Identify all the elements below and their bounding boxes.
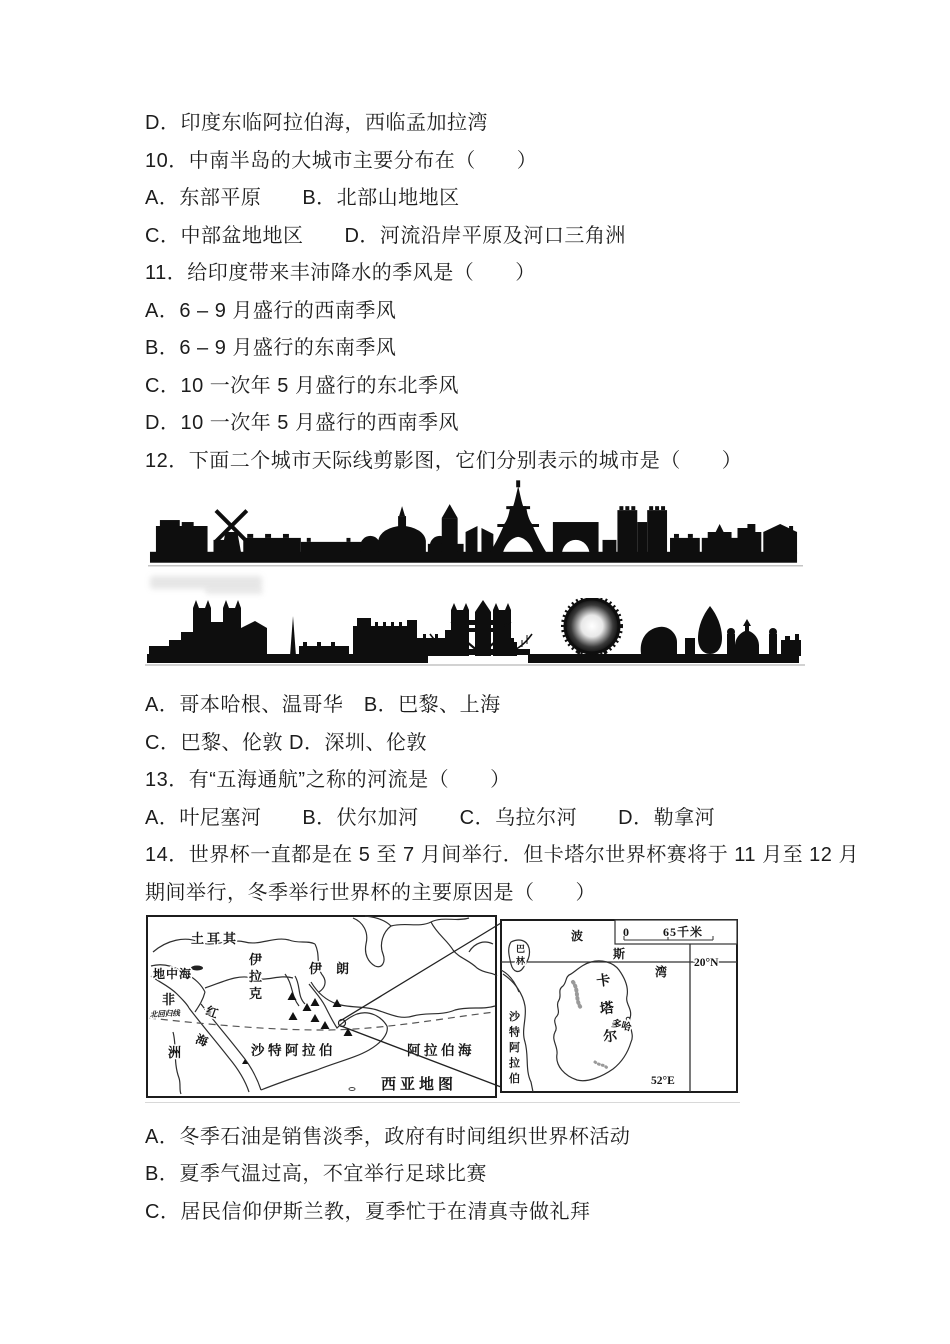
london-skyline-figure bbox=[145, 598, 805, 668]
westminster-palace bbox=[353, 618, 417, 656]
options-q10-ab: A．东部平原 B．北部山地地区 bbox=[145, 187, 460, 209]
question-14-stem-line1: 14．世界杯一直都是在 5 至 7 月间举行．但卡塔尔世界杯赛将于 11 月至 12 月 bbox=[145, 844, 859, 866]
inset-leader-lines bbox=[340, 923, 501, 1087]
scale-zero: 0 bbox=[623, 925, 629, 939]
label-saudi-arabia-inset: 沙特阿拉伯 bbox=[509, 1011, 520, 1085]
paris-skyline-figure bbox=[148, 480, 803, 572]
pointed-tower bbox=[442, 504, 458, 554]
label-arabian-sea: 阿拉伯海 bbox=[407, 1043, 475, 1058]
city-hall bbox=[641, 627, 677, 654]
options-q12-ab: A．哥本哈根、温哥华 B．巴黎、上海 bbox=[145, 694, 501, 716]
label-qatar: 卡塔尔 bbox=[595, 973, 619, 1046]
label-gulf-bo: 波 bbox=[571, 929, 584, 943]
options-q12-cd: C．巴黎、伦敦 D．深圳、伦敦 bbox=[145, 731, 427, 754]
label-52e: 52°E bbox=[651, 1075, 675, 1087]
question-12-stem: 12．下面二个城市天际线剪影图，它们分别表示的城市是（ ） bbox=[145, 449, 743, 472]
dome-icon bbox=[378, 506, 426, 554]
label-20n: 20°N bbox=[694, 957, 719, 969]
question-13-stem: 13．有“五海通航”之称的河流是（ ） bbox=[145, 769, 511, 791]
scale-label: 65千米 bbox=[663, 925, 704, 939]
stipple-patch-2 bbox=[595, 1062, 607, 1068]
west-asia-map bbox=[145, 912, 740, 1102]
gherkin-icon bbox=[698, 606, 722, 654]
question-14-stem-line2: 期间举行，冬季举行世界杯的主要原因是（ ） bbox=[145, 881, 596, 904]
faint-watermark-remnant-2 bbox=[205, 588, 263, 595]
london-skyline-silhouette bbox=[145, 598, 805, 668]
label-bahrain: 巴林 bbox=[516, 944, 526, 966]
label-africa-1: 非 bbox=[162, 992, 176, 1007]
qatar-inset-panel bbox=[501, 920, 737, 1092]
option-q14-a: A．冬季石油是销售淡季，政府有时间组织世界杯活动 bbox=[145, 1125, 631, 1148]
westminster-abbey-towers bbox=[181, 600, 267, 656]
label-doha: 多哈 bbox=[610, 1018, 633, 1034]
ground-bar bbox=[150, 552, 797, 563]
paris-buildings bbox=[150, 480, 797, 562]
notre-dame-towers bbox=[617, 506, 667, 554]
label-tropic-of-cancer: 北回归线 bbox=[149, 1008, 181, 1019]
eiffel-tower-icon bbox=[490, 480, 546, 554]
label-africa-2: 洲 bbox=[168, 1045, 182, 1060]
question-11-stem: 11．给印度带来丰沛降水的季风是（ ） bbox=[145, 262, 536, 284]
option-q11-a: A．6 – 9 月盛行的西南季风 bbox=[145, 299, 397, 322]
ground-bar-left bbox=[147, 654, 428, 663]
map-title-west-asia: 西亚地图 bbox=[381, 1077, 458, 1093]
option-q11-d: D．10 一次年 5 月盛行的西南季风 bbox=[145, 412, 459, 434]
option-q14-c: C．居民信仰伊斯兰教，夏季忙于在清真寺做礼拜 bbox=[145, 1200, 591, 1223]
label-iran: 伊朗 bbox=[309, 961, 364, 976]
london-buildings bbox=[147, 598, 801, 663]
label-red-sea: 红海 bbox=[193, 1003, 221, 1050]
st-pauls-icon bbox=[727, 619, 777, 656]
west-asia-qatar-map-figure bbox=[145, 912, 740, 1103]
label-gulf-wan: 湾 bbox=[655, 965, 668, 979]
option-line-q9-d: D．印度东临阿拉伯海，西临孟加拉湾 bbox=[145, 112, 488, 134]
paris-skyline-silhouette bbox=[148, 480, 803, 572]
london-eye-icon bbox=[563, 598, 621, 655]
question-10-stem: 10．中南半岛的大城市主要分布在（ ） bbox=[145, 149, 538, 172]
stipple-patch-1 bbox=[573, 982, 581, 1008]
label-iraq: 伊拉克 bbox=[249, 952, 263, 1001]
option-q11-c: C．10 一次年 5 月盛行的东北季风 bbox=[145, 374, 459, 397]
arc-de-triomphe-icon bbox=[553, 522, 599, 555]
label-turkey: 土耳其 bbox=[191, 931, 240, 946]
options-q10-cd: C．中部盆地地区 D．河流沿岸平原及河口三角洲 bbox=[145, 224, 626, 247]
options-q13: A．叶尼塞河 B．伏尔加河 C．乌拉尔河 D．勒拿河 bbox=[145, 806, 716, 829]
option-q11-b: B．6 – 9 月盛行的东南季风 bbox=[145, 337, 397, 359]
label-saudi-arabia: 沙特阿拉伯 bbox=[251, 1043, 336, 1058]
option-q14-b: B．夏季气温过高，不宜举行足球比赛 bbox=[145, 1163, 487, 1185]
label-mediterranean: 地中海 bbox=[153, 967, 193, 981]
west-asia-panel bbox=[147, 916, 497, 1097]
label-gulf-si: 斯 bbox=[613, 947, 626, 961]
